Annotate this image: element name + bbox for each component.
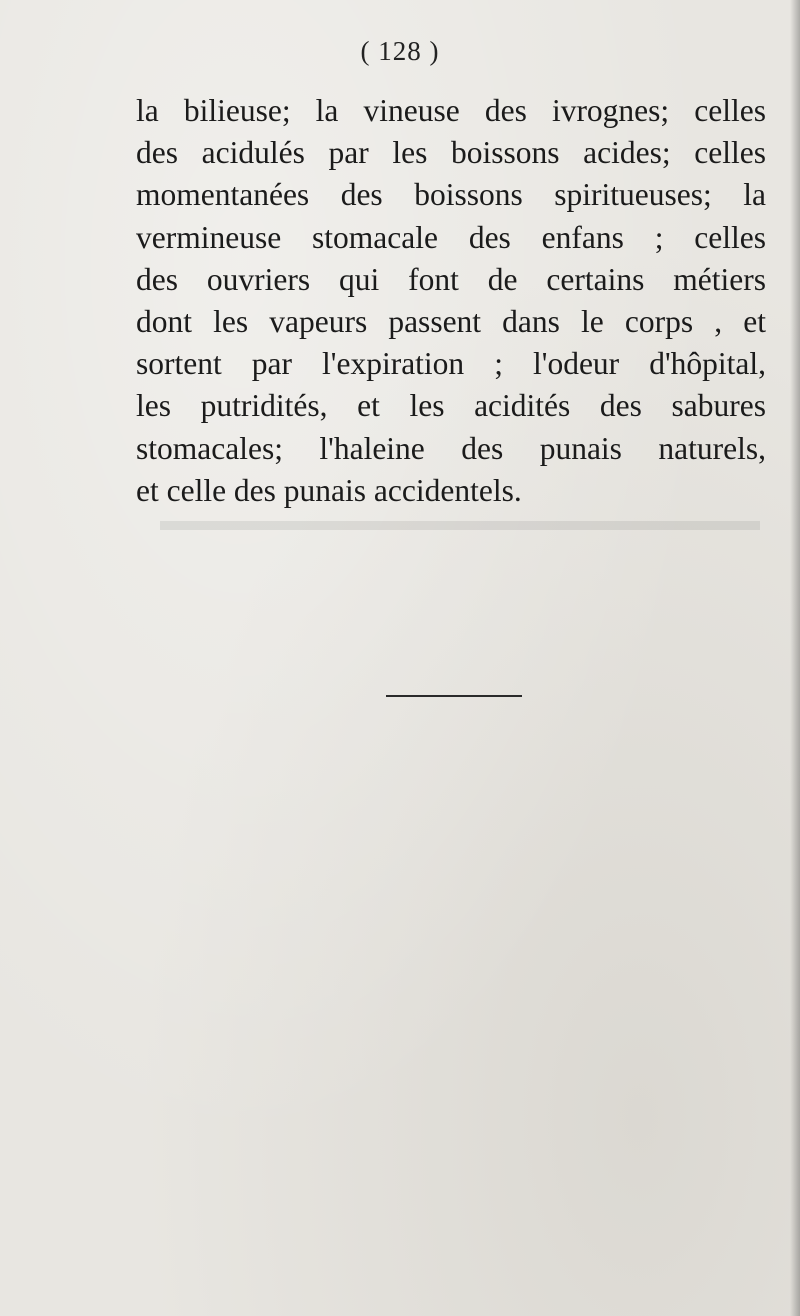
page-edge-shadow <box>790 0 800 1316</box>
bleed-through-texture: ▬▬▬▬▬▬▬▬▬▬▬▬▬▬▬▬▬▬▬▬ <box>160 504 760 537</box>
text-line: la bilieuse; la vineuse des ivrognes; celles <box>136 93 766 128</box>
text-line: momentanées des boissons spiritueuses; la <box>136 177 766 213</box>
body-text <box>136 90 766 512</box>
text-line: et celle des punais accidentels. <box>136 472 522 508</box>
text-line: vermineuse stomacale des enfans ; celles <box>136 219 766 255</box>
text-line: des ouvriers qui font de certains métiers <box>136 261 766 297</box>
text-line: dont les vapeurs passent dans le corps , et <box>136 304 766 340</box>
text-line: des acidulés par les boissons acides; celles <box>136 135 766 171</box>
page-number: ( 128 ) <box>360 36 440 66</box>
text-line: stomacales; l'haleine des punais naturels, <box>136 430 766 466</box>
text-line: les putridités, et les acidités des sabures <box>136 388 766 424</box>
section-divider <box>386 695 522 697</box>
text-line: sortent par l'expiration ; l'odeur d'hôpital, <box>136 346 766 382</box>
